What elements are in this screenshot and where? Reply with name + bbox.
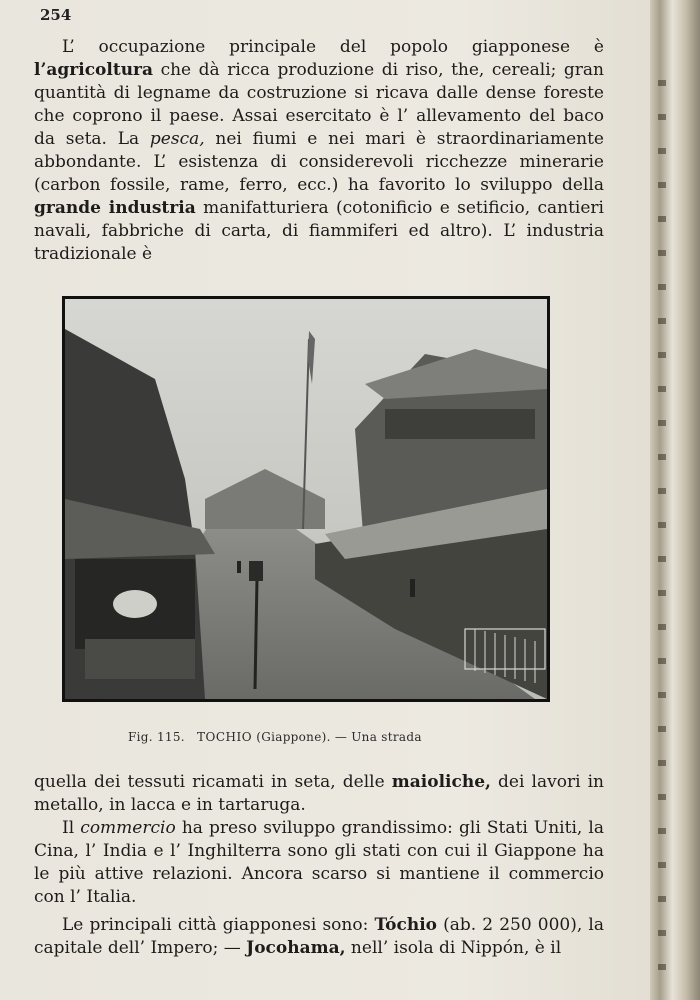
text-run: L’ occupazione principale del popolo giapponese è xyxy=(62,37,604,57)
italic-term: pesca, xyxy=(149,129,205,149)
shop-sign xyxy=(113,590,157,618)
top-text-block xyxy=(34,36,604,266)
figure-caption xyxy=(128,730,508,744)
bold-term: grande industria xyxy=(34,198,196,218)
bold-term: Tóchio xyxy=(374,915,437,935)
text-run: quella dei tessuti ricamati in seta, delle xyxy=(34,772,392,792)
street-lamp-head xyxy=(249,561,263,581)
figure-region: (Giappone). xyxy=(256,730,331,744)
paragraph-cities xyxy=(34,914,604,960)
text-run: che dà ricca produzione di riso, the, cereali; gran quantità di legname da costruzione si ricava dalle dense foreste che coprono il paese. Assai esercitato è l’ allevamento del baco da seta. La xyxy=(34,60,604,149)
street-lamp-post xyxy=(255,579,257,689)
text-run: manifatturiera (cotonificio e setificio, cantieri navali, fabbriche di carta, di fiammiferi ed altro). L’ industria tradizionale è xyxy=(34,198,604,264)
bold-term: maioliche, xyxy=(391,772,491,792)
text-run: nei fiumi e nei mari è straordinariamente abbondante. L’ esistenza di considerevoli ricchezze minerarie (carbon fossile, rame, ferro, ecc.) ha favorito lo sviluppo della xyxy=(34,129,604,195)
paragraph-agriculture xyxy=(34,36,604,266)
bold-term: l’agricoltura xyxy=(34,60,154,80)
figure-subtitle: — Una strada xyxy=(334,730,422,744)
text-run: Il xyxy=(62,818,81,838)
pedestrian xyxy=(410,579,415,597)
figure-title: TOCHIO xyxy=(197,730,253,744)
figure-photo-tokyo-street xyxy=(62,296,550,702)
page-number: 254 xyxy=(40,6,72,24)
street-photo-illustration xyxy=(65,299,547,699)
text-run: dei lavori in metallo, in lacca e in tartaruga. xyxy=(34,772,605,815)
text-run: Le principali città giapponesi sono: xyxy=(62,915,375,935)
text-run: nell’ isola di Nippón, è il xyxy=(345,938,562,958)
paragraph-commerce xyxy=(34,817,604,909)
text-run: (ab. 2 250 000), la capitale dell’ Impero; — xyxy=(34,915,604,958)
bold-term: Jocohama, xyxy=(246,938,346,958)
left-fence xyxy=(85,639,195,679)
paragraph-industry-continued xyxy=(34,771,604,817)
italic-term: commercio xyxy=(80,818,176,838)
bottom-text-block xyxy=(34,771,604,960)
pedestrian xyxy=(237,561,241,573)
text-run: ha preso sviluppo grandissimo: gli Stati Uniti, la Cina, l’ India e l’ Inghilterra sono gli stati con cui il Giappone ha le più attive relazioni. Ancora scarso si mantiene il commercio con l’ Italia. xyxy=(34,818,605,907)
figure-number: Fig. 115. xyxy=(128,730,185,744)
pavilion-windows xyxy=(385,409,535,439)
page-edge-damage xyxy=(658,80,666,980)
